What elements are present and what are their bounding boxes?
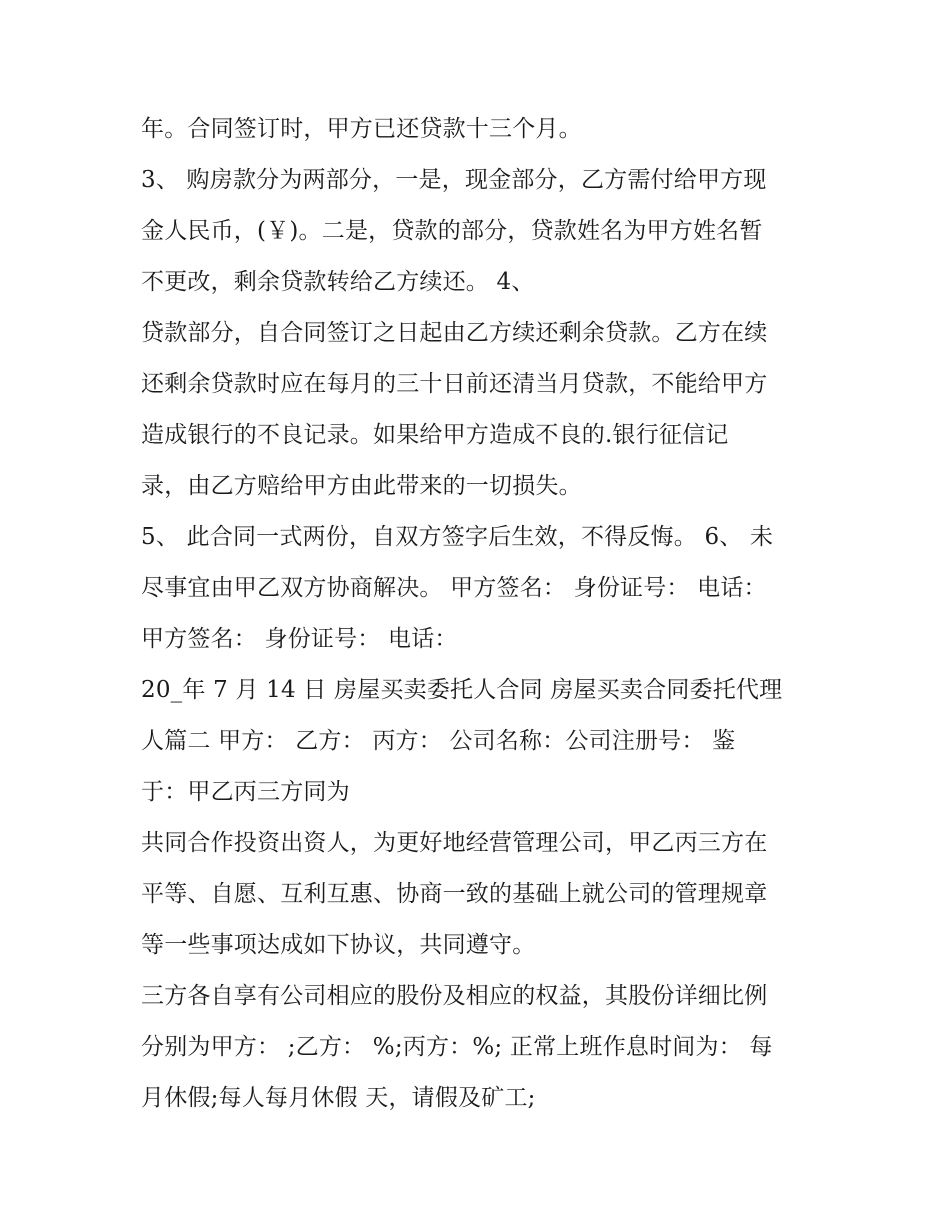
text-line: 5、 此合同一式两份，自双方签字后生效，不得反悔。 6、 未	[141, 524, 774, 550]
text-line: 甲方签名： 身份证号： 电话：	[141, 626, 458, 652]
text-line: 造成银行的不良记录。如果给甲方造成不良的.银行征信记	[141, 422, 729, 448]
text-line: 20_年 7 月 14 日 房屋买卖委托人合同 房屋买卖合同委托代理	[141, 677, 783, 703]
text-line: 还剩余贷款时应在每月的三十日前还清当月贷款，不能给甲方	[141, 371, 768, 397]
text-line: 于：甲乙丙三方同为	[141, 779, 350, 805]
text-line: 金人民币，(￥)。二是，贷款的部分，贷款姓名为甲方姓名暂	[141, 218, 763, 244]
text-line: 共同合作投资出资人，为更好地经营管理公司，甲乙丙三方在	[141, 830, 768, 856]
text-line: 不更改，剩余贷款转给乙方续还。 4、	[141, 269, 535, 295]
text-line: 分别为甲方： ;乙方： %;丙方：%; 正常上班作息时间为： 每	[141, 1034, 773, 1060]
text-line: 贷款部分，自合同签订之日起由乙方续还剩余贷款。乙方在续	[141, 320, 768, 346]
text-line: 等一些事项达成如下协议，共同遵守。	[141, 932, 536, 958]
text-line: 年。合同签订时，甲方已还贷款十三个月。	[141, 116, 582, 142]
text-line: 3、 购房款分为两部分，一是，现金部分，乙方需付给甲方现	[141, 167, 767, 193]
text-line: 录，由乙方赔给甲方由此带来的一切损失。	[141, 473, 582, 499]
text-line: 三方各自享有公司相应的股份及相应的权益，其股份详细比例	[141, 983, 768, 1009]
text-line: 人篇二 甲方： 乙方： 丙方： 公司名称：公司注册号： 鉴	[141, 728, 736, 754]
document-body	[141, 108, 821, 1128]
text-line: 月休假;每人每月休假 天，请假及矿工;	[141, 1085, 536, 1111]
text-line: 平等、自愿、互利互惠、协商一致的基础上就公司的管理规章	[141, 881, 768, 907]
text-line: 尽事宜由甲乙双方协商解决。 甲方签名： 身份证号： 电话：	[141, 575, 767, 601]
